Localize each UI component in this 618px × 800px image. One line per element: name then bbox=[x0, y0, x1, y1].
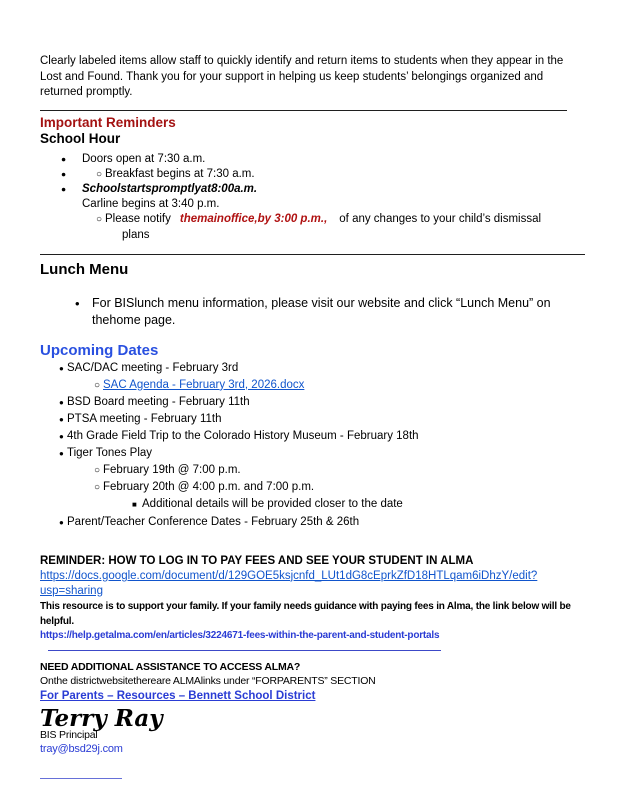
upcoming-item bbox=[40, 360, 580, 377]
upcoming-item bbox=[40, 428, 580, 445]
upcoming-item bbox=[40, 445, 580, 462]
upcoming-item-text: SAC/DAC meeting - February 3rd bbox=[67, 361, 239, 374]
circle-bullet-icon bbox=[94, 377, 103, 394]
notify-prefix: Please notify bbox=[105, 213, 171, 226]
list-item bbox=[40, 212, 580, 227]
divider-signature bbox=[40, 778, 122, 779]
upcoming-item-text: February 20th @ 4:00 p.m. and 7:00 p.m. bbox=[103, 481, 315, 494]
alma-help-link[interactable]: https://help.getalma.com/en/articles/3224671-fees-within-the-parent-and-student-portals bbox=[40, 629, 440, 641]
upcoming-item bbox=[40, 462, 580, 479]
upcoming-item-text: 4th Grade Field Trip to the Colorado History Museum - February 18th bbox=[67, 430, 419, 443]
notify-highlight: themainoffice,by 3:00 p.m., bbox=[179, 213, 328, 226]
notify-suffix: of any changes to your child’s dismissal bbox=[339, 213, 542, 226]
bullet-icon bbox=[61, 152, 82, 167]
bullet-icon bbox=[59, 360, 67, 377]
alma-reminder-heading: REMINDER: HOW TO LOG IN TO PAY FEES AND SEE YOUR STUDENT IN ALMA bbox=[40, 554, 474, 567]
divider-alma bbox=[48, 650, 441, 651]
divider-lunch bbox=[40, 254, 585, 255]
signature-email-link[interactable]: tray@bsd29j.com bbox=[40, 743, 123, 756]
circle-bullet-icon bbox=[94, 462, 103, 479]
upcoming-item-text: Parent/Teacher Conference Dates - February 25th & 26th bbox=[67, 515, 360, 528]
important-reminders-heading: Important Reminders bbox=[40, 114, 176, 130]
circle-bullet-icon bbox=[96, 167, 105, 182]
list-item bbox=[40, 167, 580, 182]
lunch-item-text: For BISlunch menu information, please visit our website and click “Lunch Menu” on thehome page. bbox=[92, 295, 551, 328]
list-item bbox=[40, 152, 580, 167]
lunch-menu-heading: Lunch Menu bbox=[40, 260, 129, 278]
upcoming-item-text: PTSA meeting - February 11th bbox=[67, 413, 222, 425]
list-item bbox=[40, 228, 580, 243]
upcoming-item bbox=[40, 377, 580, 394]
upcoming-item-text: February 19th @ 7:00 p.m. bbox=[103, 464, 241, 477]
notify-wrap-text: plans bbox=[122, 228, 150, 241]
bullet-icon bbox=[61, 182, 82, 197]
list-item bbox=[40, 182, 580, 197]
carline-text: Carline begins at 3:40 p.m. bbox=[82, 198, 220, 211]
square-bullet-icon bbox=[132, 496, 142, 513]
list-item-text: Doors open at 7:30 a.m. bbox=[82, 152, 206, 165]
bullet-icon bbox=[59, 514, 67, 531]
signature-title: BIS Principal bbox=[40, 729, 98, 742]
list-item bbox=[40, 197, 580, 212]
upcoming-item bbox=[40, 411, 580, 428]
assistance-body: Onthe districtwebsitethereare ALMAlinks under “FORPARENTS” SECTION bbox=[40, 675, 376, 688]
upcoming-dates-list bbox=[40, 360, 580, 531]
list-item-text: Breakfast begins at 7:30 a.m. bbox=[105, 167, 255, 180]
upcoming-item-text: Additional details will be provided closer to the date bbox=[142, 498, 403, 511]
intro-paragraph: Clearly labeled items allow staff to quickly identify and return items to students when they appear in the Lost and Found. Thank you for your support in helping us keep students’ belongings organized and returned promptly. bbox=[40, 55, 564, 98]
bullet-icon bbox=[59, 394, 67, 411]
circle-bullet-icon bbox=[94, 479, 103, 496]
school-hour-heading: School Hour bbox=[40, 130, 121, 146]
bullet-icon bbox=[59, 445, 67, 462]
bullet-icon bbox=[59, 428, 67, 445]
upcoming-item bbox=[40, 394, 580, 411]
sac-agenda-link[interactable]: SAC Agenda - February 3rd, 2026.docx bbox=[103, 378, 305, 391]
lunch-menu-item bbox=[40, 295, 580, 330]
bullet-icon bbox=[59, 411, 67, 428]
divider-top bbox=[40, 110, 567, 111]
upcoming-item-text: BSD Board meeting - February 11th bbox=[67, 395, 250, 408]
for-parents-link[interactable]: For Parents – Resources – Bennett School District bbox=[40, 690, 316, 703]
alma-doc-link[interactable]: https://docs.google.com/document/d/129GOE5ksjcnfd_LUt1dG8cEprkZfD18HTLqam6iDhzY/edit?usp=sharing bbox=[40, 569, 538, 597]
upcoming-item bbox=[40, 496, 580, 513]
upcoming-item-text: Tiger Tones Play bbox=[67, 447, 153, 460]
alma-note: This resource is to support your family. If your family needs guidance with paying fees in Alma, the link below will be helpful. bbox=[40, 600, 571, 627]
assistance-heading: NEED ADDITIONAL ASSISTANCE TO ACCESS ALMA? bbox=[40, 660, 301, 673]
upcoming-dates-heading: Upcoming Dates bbox=[40, 341, 159, 359]
signature-name: Terry Ray bbox=[40, 705, 163, 733]
school-starts-text: Schoolstartspromptlyat8:00a.m. bbox=[82, 182, 258, 195]
upcoming-item bbox=[40, 479, 580, 496]
bullet-icon bbox=[61, 167, 82, 182]
school-hour-list bbox=[40, 152, 580, 243]
bullet-icon bbox=[75, 295, 92, 330]
circle-bullet-icon bbox=[96, 212, 105, 227]
upcoming-item bbox=[40, 514, 580, 531]
